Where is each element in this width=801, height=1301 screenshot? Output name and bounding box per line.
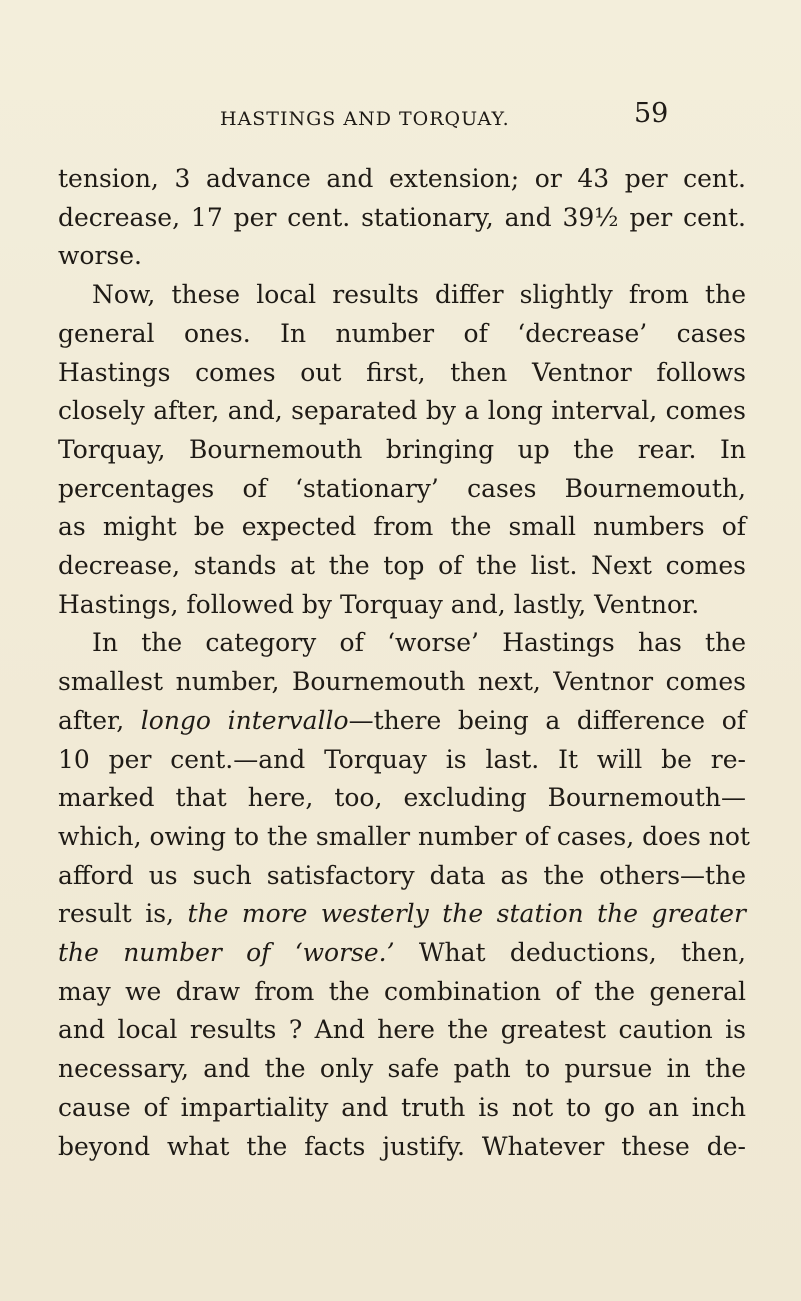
text-line-4: Now, these local results differ slightly from the (92, 280, 746, 310)
running-head: HASTINGS AND TORQUAY. (220, 108, 510, 130)
text-line-2: decrease, 17 per cent. stationary, and 39½ per cent. (58, 202, 746, 232)
text-line-1: tension, 3 advance and extension; or 43 per cent. (58, 164, 746, 193)
text-line-18: which, owing to the smaller number of cases, does not (58, 821, 750, 851)
emphasis-longo-intervallo: longo intervallo (140, 705, 349, 735)
page-number: 59 (634, 98, 669, 129)
text-line-7: closely after, and, separated by a long interval, comes (58, 396, 746, 426)
text-line-10: as might be expected from the small numbers of (58, 512, 746, 542)
text-line-19: afford us such satisfactory data as the others—the (58, 860, 746, 890)
text-line-17: marked that here, too, excluding Bournemouth— (58, 783, 746, 813)
text-line-23: and local results ? And here the greatest caution is (58, 1015, 746, 1045)
text-line-26: beyond what the facts justify. Whatever these de- (58, 1131, 746, 1161)
text-line-14: smallest number, Bournemouth next, Ventnor comes (58, 667, 746, 697)
text-line-3: worse. (58, 241, 142, 271)
text-line-11: decrease, stands at the top of the list. Next comes (58, 551, 746, 581)
text-line-6: Hastings comes out first, then Ventnor follows (58, 357, 746, 387)
text-line-21 (58, 934, 746, 973)
text-line-24: necessary, and the only safe path to pursue in the (58, 1054, 746, 1084)
text-line-15 (58, 702, 746, 741)
text-line-25: cause of impartiality and truth is not to go an inch (58, 1092, 746, 1122)
text-line-20-a: result is, (58, 899, 174, 929)
text-line-16: 10 per cent.—and Torquay is last. It will be re- (58, 744, 746, 774)
emphasis-westerly: the more westerly the station the greater (187, 899, 746, 929)
text-line-12: Hastings, followed by Torquay and, lastly, Ventnor. (58, 589, 700, 619)
text-line-15-b: —there being a difference of (348, 705, 747, 735)
text-line-13: In the category of ‘worse’ Hastings has the (92, 628, 746, 658)
text-line-15-a: after, (58, 705, 125, 735)
body-text (58, 160, 750, 1166)
emphasis-number-worse: the number of ‘worse.’ (58, 938, 395, 968)
text-line-5: general ones. In number of ‘decrease’ cases (58, 318, 746, 348)
text-line-22: may we draw from the combination of the general (58, 976, 746, 1006)
text-line-21-b: What deductions, then, (418, 938, 746, 968)
text-line-20 (58, 895, 746, 934)
text-line-8: Torquay, Bournemouth bringing up the rear. In (58, 434, 746, 464)
text-line-9: percentages of ‘stationary’ cases Bournemouth, (58, 473, 746, 503)
